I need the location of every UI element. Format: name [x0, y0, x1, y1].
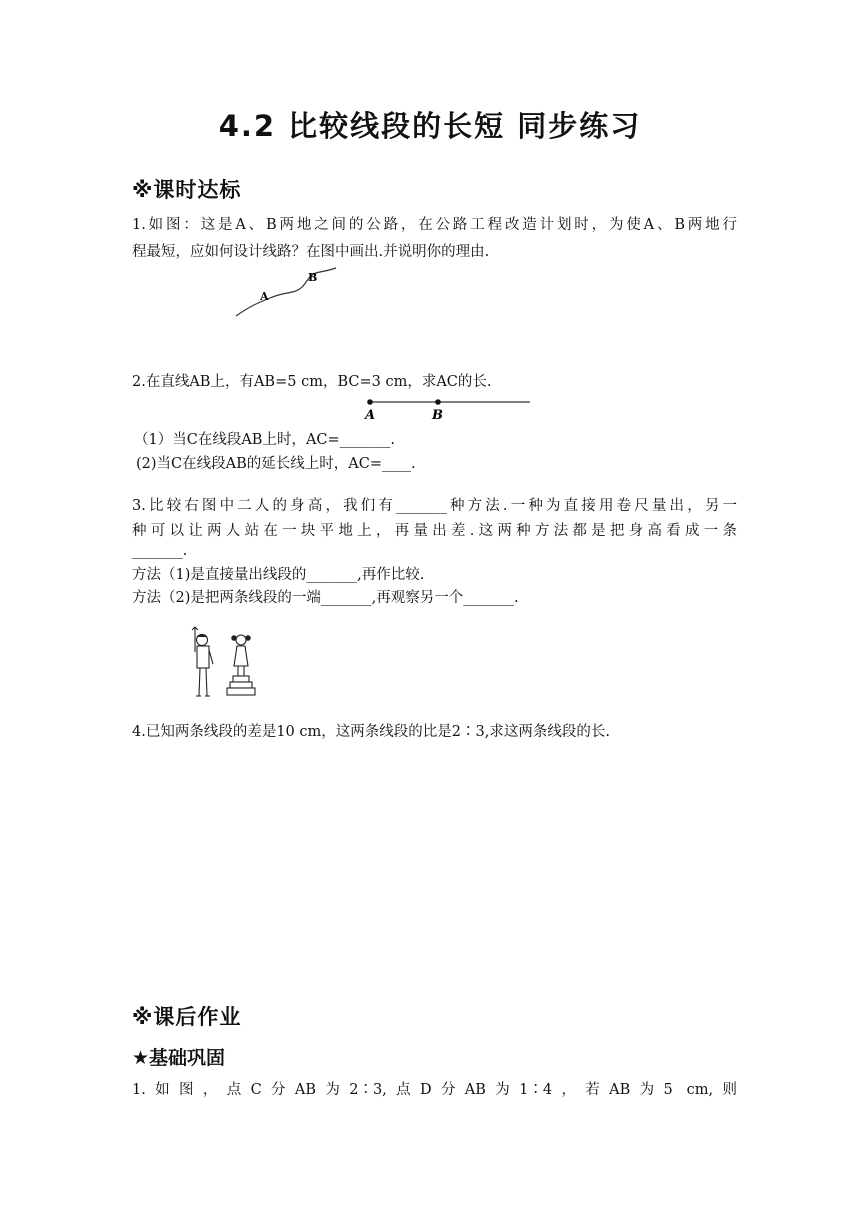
road-figure	[230, 262, 340, 322]
question-3-line-2: 种可以让两人站在一块平地上，再量出差.这两种方法都是把身高看成一条	[132, 523, 737, 539]
section-heading-homework: ※课后作业	[132, 1005, 242, 1029]
question-1-line-2: 程最短，应如何设计线路？在图中画出.并说明你的理由.	[132, 244, 490, 260]
height-comparison-figure	[185, 624, 265, 700]
page-title: 4.2 比较线段的长短 同步练习	[218, 109, 642, 143]
subsection-heading-basic: ★基础巩固	[132, 1047, 226, 1069]
girl-figure	[227, 635, 255, 695]
point-a	[367, 399, 373, 405]
boy-figure	[192, 627, 213, 696]
road-label-a: A	[260, 290, 269, 303]
question-3-line-1: 3.比较右图中二人的身高，我们有_______种方法.一种为直接用卷尺量出，另一	[132, 498, 737, 514]
point-a-label: A	[365, 408, 376, 422]
homework-question-1: 1.如图，点C分AB为2∶3,点D分AB为1∶4，若AB为5 cm,则	[132, 1082, 737, 1098]
question-1-line-1: 1.如图：这是A、B两地之间的公路，在公路工程改造计划时，为使A、B两地行	[132, 217, 737, 233]
question-2-stem: 2.在直线AB上，有AB=5 cm，BC=3 cm，求AC的长.	[132, 374, 492, 390]
question-3-method-2: 方法（2)是把两条线段的一端_______,再观察另一个_______.	[132, 590, 519, 606]
section-heading-class-goals: ※课时达标	[132, 178, 242, 202]
road-curve	[236, 268, 336, 316]
question-3-line-3: _______.	[132, 543, 188, 559]
question-3-method-1: 方法（1)是直接量出线段的_______,再作比较.	[132, 567, 425, 583]
point-b-label: B	[432, 408, 443, 422]
point-b	[435, 399, 441, 405]
road-label-b: B	[308, 271, 318, 284]
question-2-part-1: （1）当C在线段AB上时，AC=_______.	[134, 432, 396, 448]
question-4: 4.已知两条线段的差是10 cm，这两条线段的比是2∶3,求这两条线段的长.	[132, 724, 610, 740]
line-ab-figure	[360, 392, 535, 422]
question-2-part-2: (2)当C在线段AB的延长线上时，AC=____.	[136, 456, 416, 472]
